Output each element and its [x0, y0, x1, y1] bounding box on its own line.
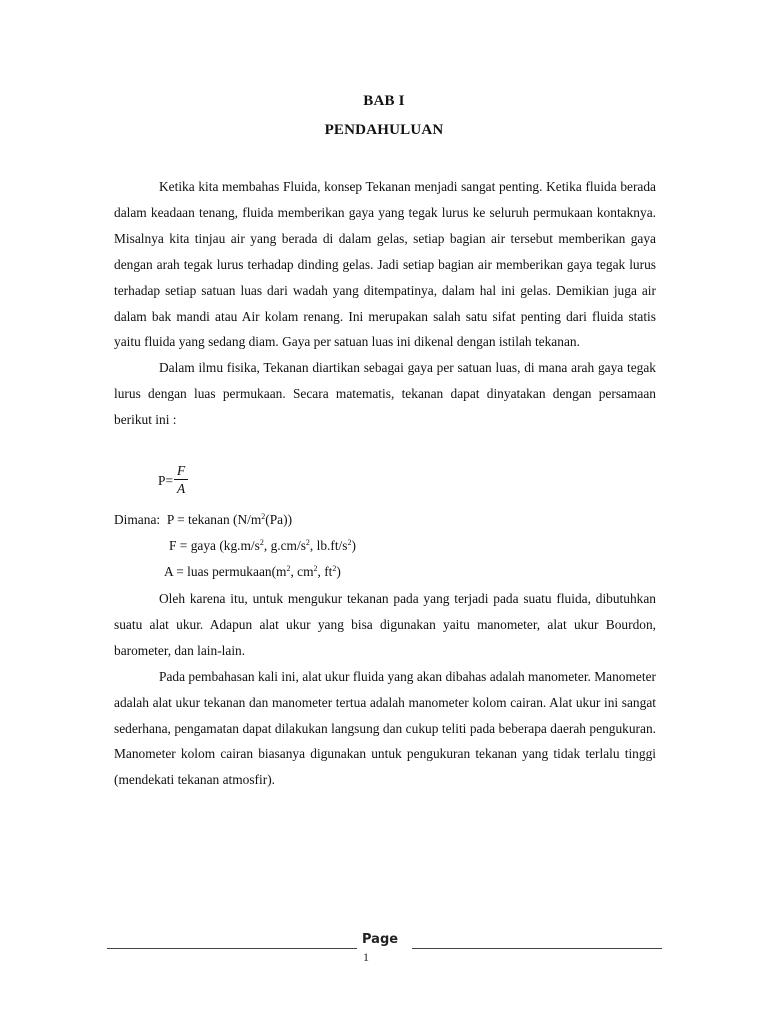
- pressure-formula: [158, 463, 188, 498]
- footer-page-label: Page: [362, 932, 399, 947]
- definition-f: F = gaya ($kg.m/s^2$, $g.cm/s^2$, $lb.ft/s^2$): [169, 538, 356, 553]
- paragraph: Ketika kita membahas Fluida, konsep Tekanan menjadi sangat penting. Ketika fluida berada dalam keadaan tenang, fluida memberikan gaya yang tegak lurus ke seluruh permukaan kontaknya. Misalnya kita tinjau air yang berada di dalam gelas, setiap bagian air tersebut memberikan gaya dengan arah tegak lurus terhadap dinding gelas. Jadi setiap bagian air memberikan gaya tegak lurus terhadap setiap satuan luas dari wadah yang ditempatinya, dalam hal ini gelas. Demikian juga air dalam bak mandi atau Air kolam renang. Ini merupakan salah satu sifat penting dari fluida statis yaitu fluida yang sedang diam. Gaya per satuan luas ini dikenal dengan istilah tekanan.: [114, 179, 656, 350]
- chapter-heading: BAB I: [363, 93, 405, 109]
- definition-a: A = luas $permukaan(m^2$, $cm^2$, $ft^2$): [164, 564, 341, 579]
- footer-page-number: 1: [363, 950, 369, 964]
- footer-rule-left: [107, 948, 357, 949]
- footer-rule-right: [412, 948, 662, 949]
- paragraph: Oleh karena itu, untuk mengukur tekanan pada yang terjadi pada suatu fluida, dibutuhkan suatu alat ukur. Adapun alat ukur yang bisa digunakan yaitu manometer, alat ukur Bourdon, barometer, dan lain-lain.: [114, 591, 656, 658]
- formula-lhs: P=: [158, 472, 173, 488]
- definitions-label: Dimana:: [114, 512, 161, 527]
- definition-p: Dimana: P = tekanan $(N/m^2(Pa))$: [114, 512, 293, 527]
- formula-fraction: [174, 463, 188, 498]
- paragraph: Pada pembahasan kali ini, alat ukur fluida yang akan dibahas adalah manometer. Manometer adalah alat ukur tekanan dan manometer tertua adalah manometer kolom cairan. Alat ukur ini sangat sederhana, pengamatan dapat dilakukan langsung dan cukup teliti pada beberapa daerah pengukuran. Manometer kolom cairan biasanya digunakan untuk pengukuran tekanan yang tidak terlalu tinggi (mendekati tekanan atmosfir).: [114, 668, 656, 788]
- paragraph: Dalam ilmu fisika, Tekanan diartikan sebagai gaya per satuan luas, di mana arah gaya tegak lurus dengan luas permukaan. Secara matematis, tekanan dapat dinyatakan dengan persamaan berikut ini :: [114, 360, 656, 428]
- measurement-section: [114, 586, 656, 793]
- formula-denominator: A: [177, 481, 186, 496]
- intro-section: [114, 174, 656, 433]
- chapter-title: PENDAHULUAN: [324, 122, 444, 138]
- formula-numerator: F: [174, 463, 188, 480]
